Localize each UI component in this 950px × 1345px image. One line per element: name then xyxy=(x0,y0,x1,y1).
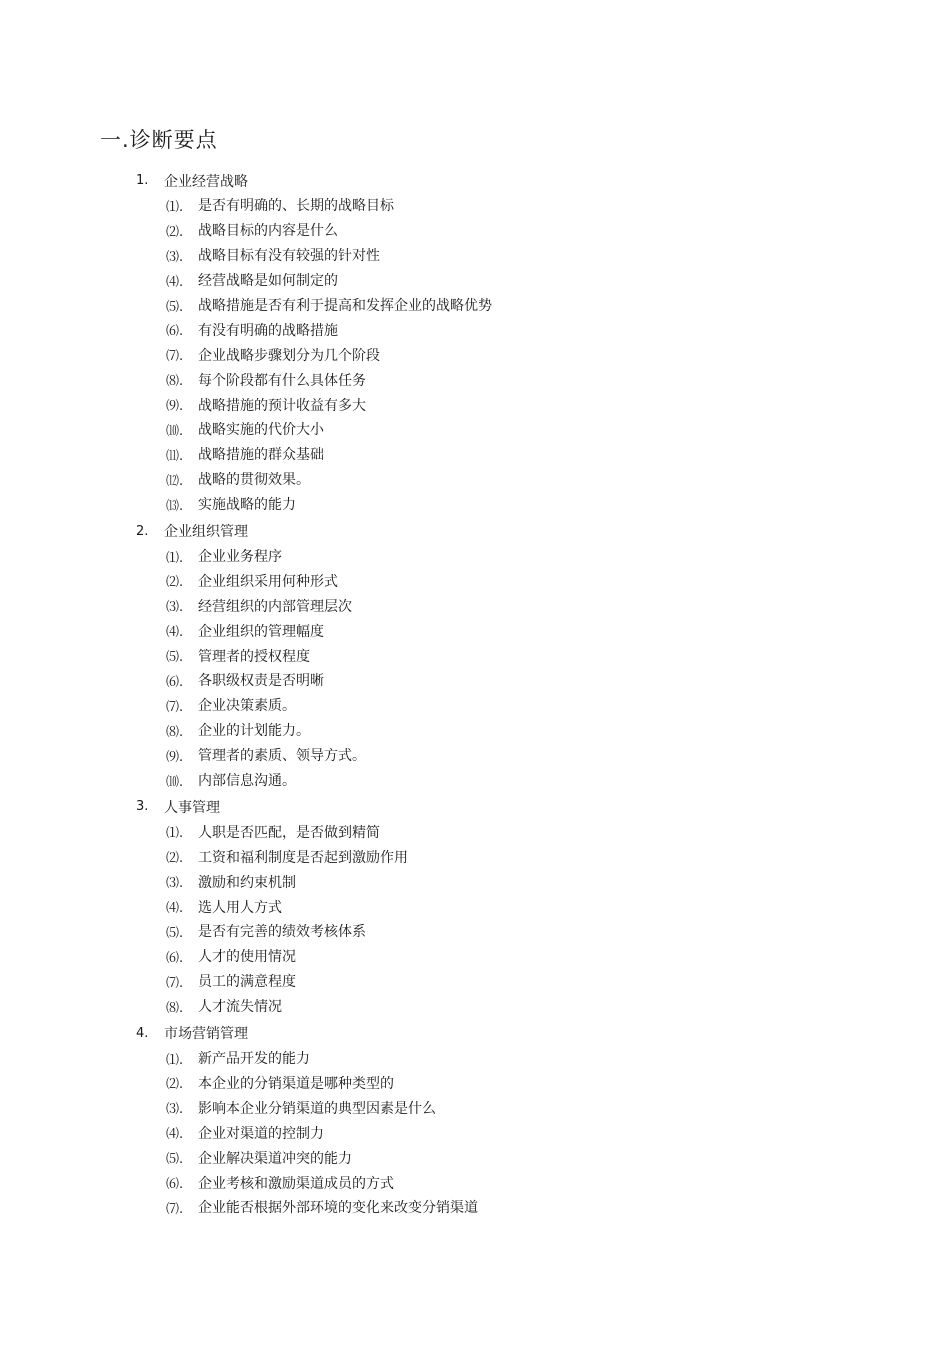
list-item xyxy=(0,819,950,844)
item-text: 战略措施的预计收益有多大 xyxy=(198,397,366,414)
list-item xyxy=(0,668,950,693)
item-number: ⑵. xyxy=(166,224,184,240)
item-text: 内部信息沟通。 xyxy=(198,773,296,790)
item-text: 战略措施的群众基础 xyxy=(198,447,324,464)
list-item xyxy=(0,969,950,994)
item-number: ⑻. xyxy=(166,374,184,390)
item-text: 企业解决渠道冲突的能力 xyxy=(198,1150,352,1167)
list-item xyxy=(0,743,950,768)
item-number: ⑺. xyxy=(166,699,184,715)
item-text: 企业考核和激励渠道成员的方式 xyxy=(198,1175,394,1192)
item-number: ⑸. xyxy=(166,299,184,315)
item-text: 企业对渠道的控制力 xyxy=(198,1125,324,1142)
item-number: ⑴. xyxy=(166,1052,184,1068)
item-number: ⑼. xyxy=(166,749,184,765)
item-number: ⑶. xyxy=(166,1102,184,1118)
item-number: ⑼. xyxy=(166,399,184,415)
item-number: ⑷. xyxy=(166,274,184,290)
item-number: ⑸. xyxy=(166,650,184,666)
item-text: 企业战略步骤划分为几个阶段 xyxy=(198,347,380,364)
item-text: 本企业的分销渠道是哪种类型的 xyxy=(198,1075,394,1092)
item-number: ⑻. xyxy=(166,1000,184,1016)
item-number: ⑶. xyxy=(166,600,184,616)
item-text: 工资和福利制度是否起到激励作用 xyxy=(198,849,408,866)
item-list xyxy=(0,1046,950,1220)
item-text: 员工的满意程度 xyxy=(198,974,296,991)
section-heading xyxy=(0,794,950,819)
item-list xyxy=(0,819,950,1018)
item-text: 企业组织的管理幅度 xyxy=(198,623,324,640)
list-item xyxy=(0,193,950,218)
item-text: 人才流失情况 xyxy=(198,999,282,1016)
item-text: 企业决策素质。 xyxy=(198,698,296,715)
list-item xyxy=(0,1195,950,1220)
section-heading xyxy=(0,1021,950,1046)
item-text: 实施战略的能力 xyxy=(198,497,296,514)
section-number: 3. xyxy=(136,799,149,815)
list-item xyxy=(0,944,950,969)
item-text: 企业组织采用何种形式 xyxy=(198,573,338,590)
list-item xyxy=(0,693,950,718)
item-text: 企业能否根据外部环境的变化来改变分销渠道 xyxy=(198,1200,478,1217)
list-item xyxy=(0,293,950,318)
list-item xyxy=(0,568,950,593)
list-item xyxy=(0,317,950,342)
item-number: ⑽. xyxy=(166,423,184,439)
item-text: 激励和约束机制 xyxy=(198,874,296,891)
list-item xyxy=(0,593,950,618)
item-text: 战略目标的内容是什么 xyxy=(198,223,338,240)
item-number: ⑷. xyxy=(166,1127,184,1143)
item-text: 选人用人方式 xyxy=(198,899,282,916)
section-label: 人事管理 xyxy=(164,799,220,816)
list-item xyxy=(0,268,950,293)
list-item xyxy=(0,218,950,243)
list-item xyxy=(0,919,950,944)
item-number: ⑷. xyxy=(166,901,184,917)
page-title: 一.诊断要点 xyxy=(100,128,218,152)
item-number: ⒀. xyxy=(166,498,184,514)
item-list xyxy=(0,544,950,793)
item-text: 每个阶段都有什么具体任务 xyxy=(198,372,366,389)
section xyxy=(0,168,950,519)
item-text: 各职级权责是否明晰 xyxy=(198,673,324,690)
item-number: ⑵. xyxy=(166,1077,184,1093)
item-number: ⑹. xyxy=(166,324,184,340)
list-item xyxy=(0,1046,950,1071)
item-text: 是否有明确的、长期的战略目标 xyxy=(198,198,394,215)
sections-list xyxy=(0,168,950,1222)
list-item xyxy=(0,442,950,467)
item-text: 企业的计划能力。 xyxy=(198,723,310,740)
item-number: ⑶. xyxy=(166,249,184,265)
item-text: 是否有完善的绩效考核体系 xyxy=(198,924,366,941)
list-item xyxy=(0,994,950,1019)
item-number: ⑵. xyxy=(166,851,184,867)
list-item xyxy=(0,367,950,392)
list-item xyxy=(0,1071,950,1096)
section xyxy=(0,794,950,1020)
section-label: 市场营销管理 xyxy=(164,1026,248,1043)
list-item xyxy=(0,768,950,793)
item-number: ⑵. xyxy=(166,575,184,591)
section-number: 2. xyxy=(136,523,149,539)
item-number: ⑴. xyxy=(166,199,184,215)
item-number: ⑶. xyxy=(166,876,184,892)
list-item xyxy=(0,1170,950,1195)
list-item xyxy=(0,544,950,569)
item-number: ⑾. xyxy=(166,448,184,464)
section-heading xyxy=(0,519,950,544)
list-item xyxy=(0,869,950,894)
list-item xyxy=(0,417,950,442)
list-item xyxy=(0,618,950,643)
item-text: 经营战略是如何制定的 xyxy=(198,273,338,290)
section-number: 1. xyxy=(136,173,149,188)
item-number: ⑺. xyxy=(166,975,184,991)
list-item xyxy=(0,844,950,869)
item-number: ⑸. xyxy=(166,925,184,941)
item-number: ⑺. xyxy=(166,349,184,365)
section-number: 4. xyxy=(136,1025,149,1041)
item-text: 影响本企业分销渠道的典型因素是什么 xyxy=(198,1100,436,1117)
item-number: ⑸. xyxy=(166,1152,184,1168)
list-item xyxy=(0,1095,950,1120)
item-number: ⑹. xyxy=(166,950,184,966)
item-text: 经营组织的内部管理层次 xyxy=(198,598,352,615)
section-label: 企业组织管理 xyxy=(164,524,248,541)
list-item xyxy=(0,342,950,367)
item-number: ⑻. xyxy=(166,724,184,740)
list-item xyxy=(0,243,950,268)
item-number: ⑹. xyxy=(166,674,184,690)
item-text: 战略实施的代价大小 xyxy=(198,422,324,439)
item-number: ⑹. xyxy=(166,1177,184,1192)
list-item xyxy=(0,467,950,492)
section-spacer xyxy=(0,1220,950,1222)
item-text: 有没有明确的战略措施 xyxy=(198,322,338,339)
item-number: ⑷. xyxy=(166,625,184,641)
item-text: 新产品开发的能力 xyxy=(198,1051,310,1068)
list-item xyxy=(0,718,950,743)
list-item xyxy=(0,1120,950,1145)
item-list xyxy=(0,193,950,517)
list-item xyxy=(0,492,950,517)
list-item xyxy=(0,643,950,668)
item-number: ⑺. xyxy=(166,1201,184,1217)
item-text: 人才的使用情况 xyxy=(198,949,296,966)
item-text: 战略目标有没有较强的针对性 xyxy=(198,248,380,265)
section xyxy=(0,519,950,795)
section xyxy=(0,1021,950,1222)
section-label: 企业经营战略 xyxy=(164,173,248,190)
list-item xyxy=(0,1145,950,1170)
item-number: ⑴. xyxy=(166,550,184,566)
item-text: 企业业务程序 xyxy=(198,549,282,566)
item-number: ⑿. xyxy=(166,473,184,489)
item-text: 战略措施是否有利于提高和发挥企业的战略优势 xyxy=(198,298,492,314)
item-text: 人职是否匹配，是否做到精简 xyxy=(198,824,380,841)
item-number: ⑽. xyxy=(166,774,184,790)
item-text: 战略的贯彻效果。 xyxy=(198,472,310,489)
list-item xyxy=(0,392,950,417)
list-item xyxy=(0,894,950,919)
item-number: ⑴. xyxy=(166,826,184,842)
item-text: 管理者的素质、领导方式。 xyxy=(198,748,366,765)
section-heading xyxy=(0,168,950,193)
item-text: 管理者的授权程度 xyxy=(198,648,310,665)
